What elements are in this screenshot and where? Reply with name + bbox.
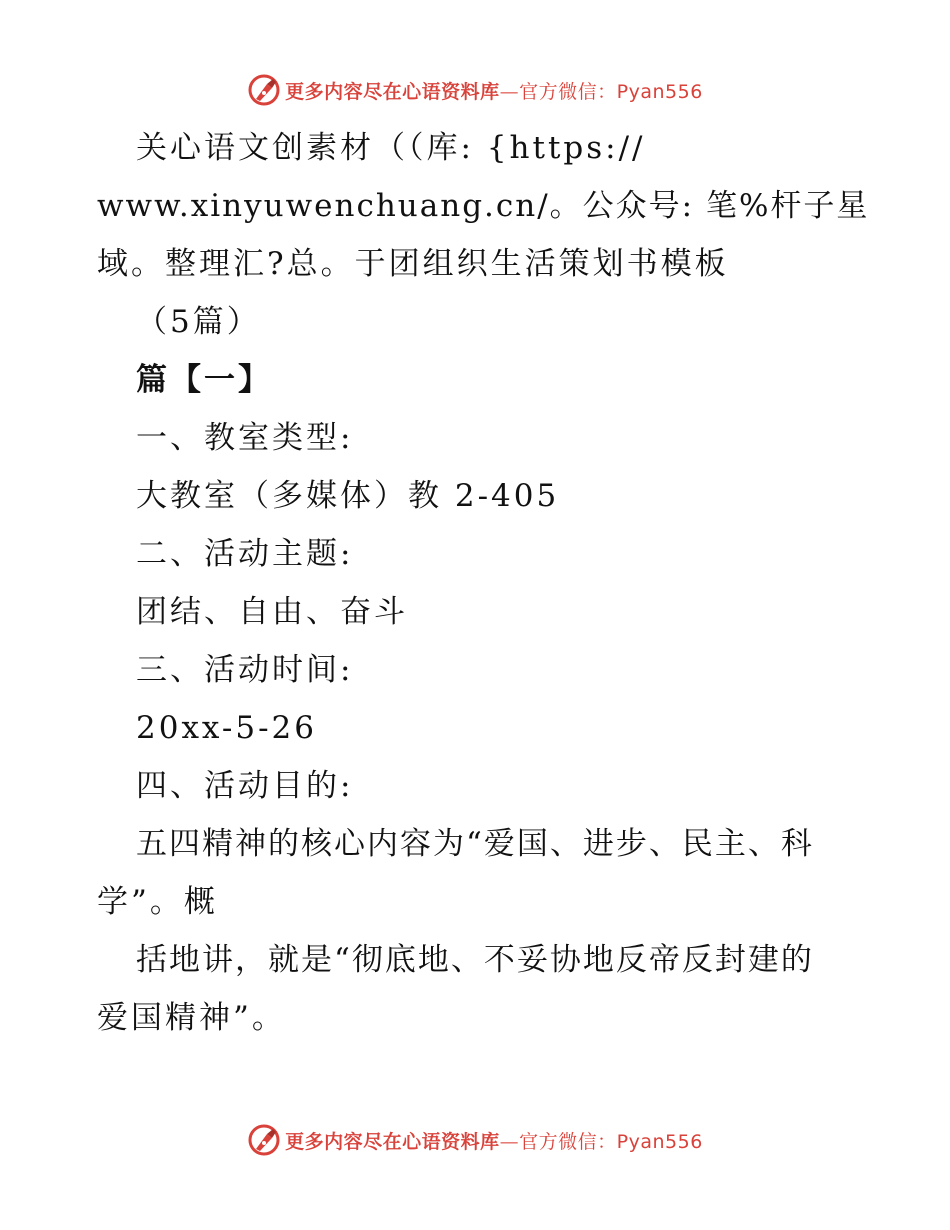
header-banner-text: 更多内容尽在心语资料库 <box>285 80 500 103</box>
body-line-14: 学”。概 <box>97 884 218 920</box>
body-line-15: 括地讲，就是“彻底地、不妥协地反帝反封建的 <box>136 942 814 978</box>
body-line-10: 三、活动时间: <box>136 652 354 688</box>
body-line-3: 域。整理汇?总。于团组织生活策划书模板 <box>97 246 729 282</box>
pen-nib-logo-icon <box>247 73 281 107</box>
body-line-8: 二、活动主题: <box>136 536 354 572</box>
body-line-12: 四、活动目的: <box>136 768 354 804</box>
footer-banner-wechat: 官方微信：Pyan556 <box>519 1130 703 1153</box>
section-heading: 篇【一】 <box>136 362 272 398</box>
body-line-9: 团结、自由、奋斗 <box>136 594 408 630</box>
pen-nib-logo-icon <box>247 1123 281 1157</box>
header-banner-wechat: 官方微信：Pyan556 <box>519 80 703 103</box>
body-line-7: 大教室（多媒体）教 2-405 <box>136 478 560 514</box>
header-banner <box>0 70 950 110</box>
footer-banner-text: 更多内容尽在心语资料库 <box>285 1130 500 1153</box>
body-line-16: 爱国精神”。 <box>97 1000 286 1036</box>
footer-banner-dash: — <box>499 1130 520 1153</box>
footer-banner <box>0 1120 950 1160</box>
body-line-6: 一、教室类型: <box>136 420 354 456</box>
body-line-4: （5篇） <box>136 304 261 340</box>
body-line-2: www.xinyuwenchuang.cn/。公众号: 笔%杆子星 <box>97 188 870 224</box>
header-banner-dash: — <box>499 80 520 103</box>
body-line-11: 20xx-5-26 <box>136 710 317 746</box>
body-line-13: 五四精神的核心内容为“爱国、进步、民主、科 <box>136 826 814 862</box>
body-line-1: 关心语文创素材（（库: {https:// <box>136 130 646 166</box>
